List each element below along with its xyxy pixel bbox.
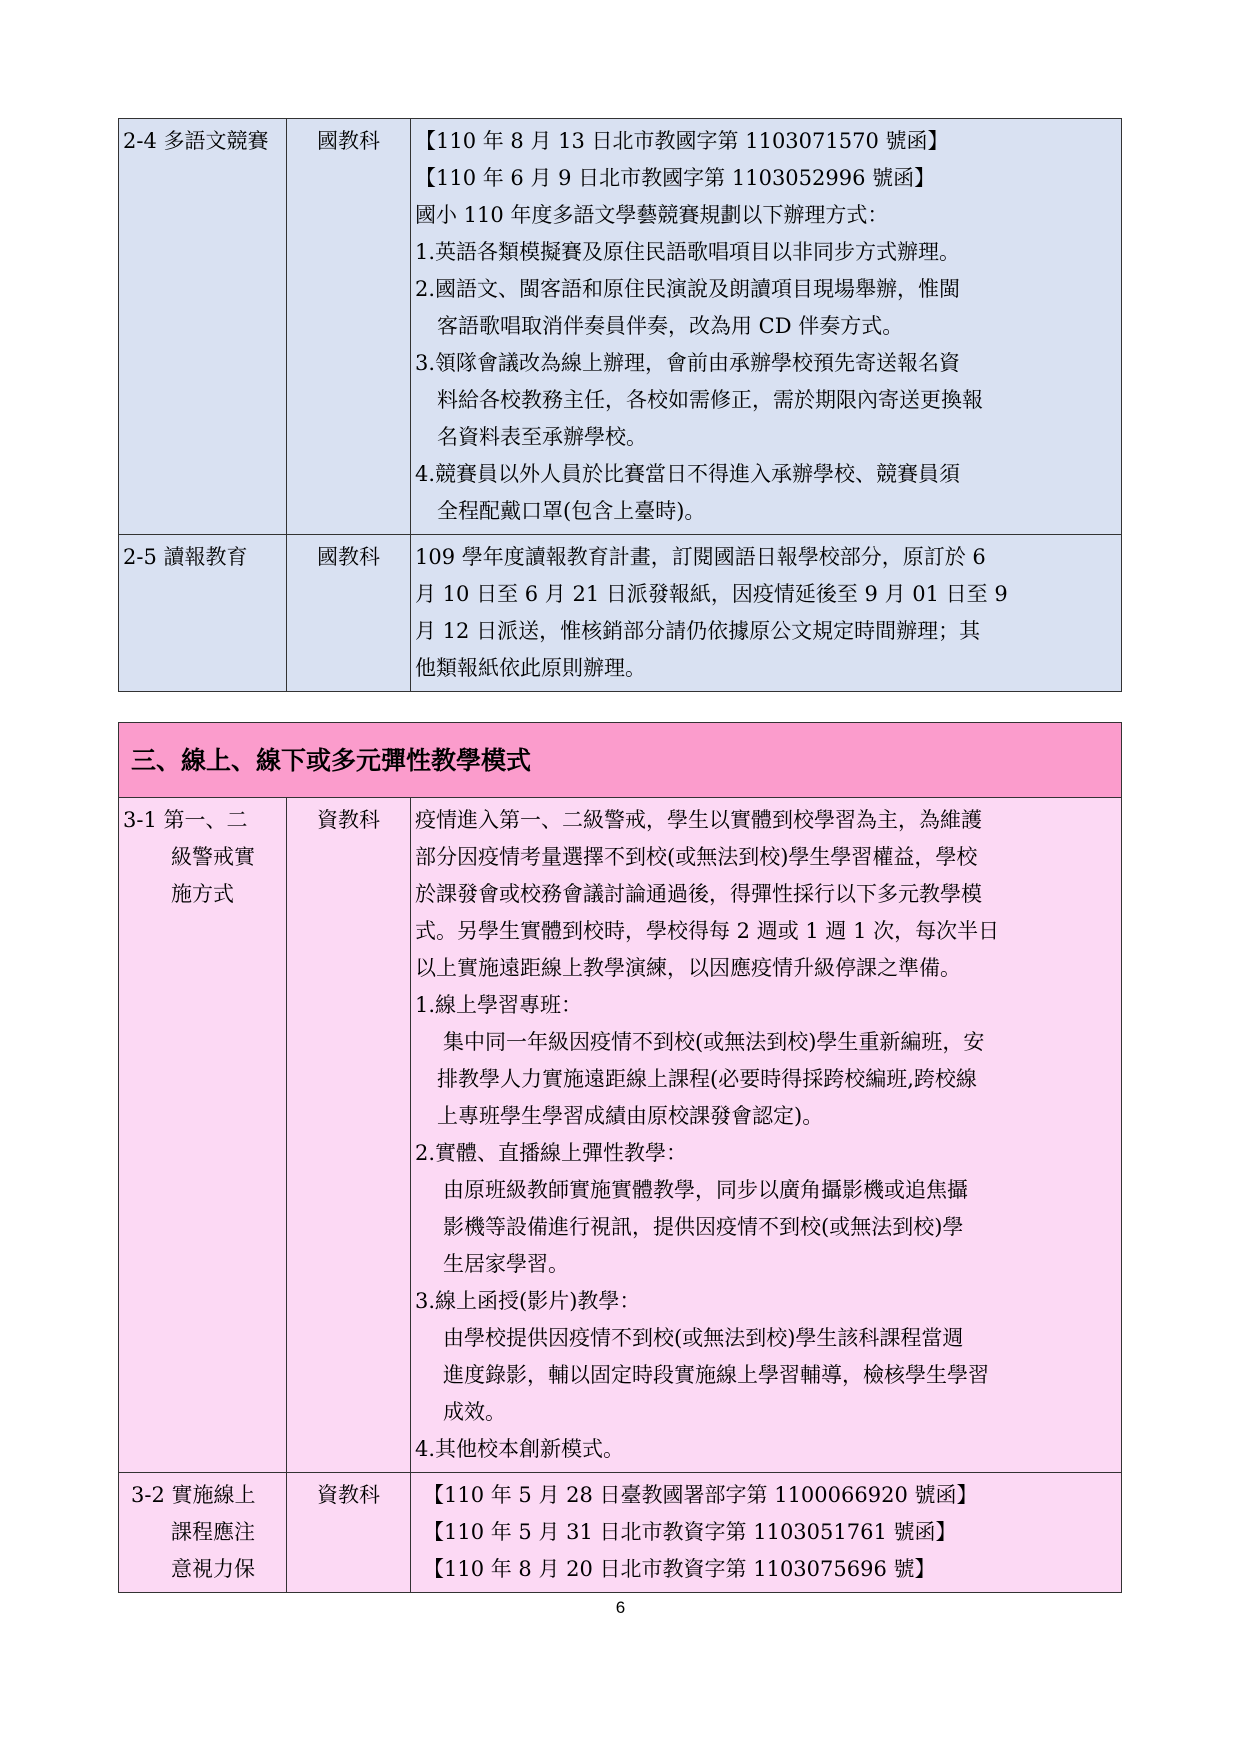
- category-label: 2-4 多語文競賽: [123, 129, 269, 153]
- category-cell: [119, 119, 287, 535]
- department-label: 資教科: [317, 808, 380, 832]
- category-line: 3-2 實施線上: [131, 1483, 256, 1507]
- table-row: [119, 119, 1122, 535]
- content-line: 上專班學生學習成績由原校課發會認定)。: [437, 1104, 824, 1128]
- content-line: 月 10 日至 6 月 21 日派發報紙，因疫情延後至 9 月 01 日至 9: [415, 582, 1008, 606]
- content-line: 3.線上函授(影片)教學：: [415, 1289, 641, 1313]
- content-line: 1.線上學習專班：: [415, 993, 583, 1017]
- content-line: 以上實施遠距線上教學演練，以因應疫情升級停課之準備。: [415, 956, 961, 980]
- content-line: 由學校提供因疫情不到校(或無法到校)學生該科課程當週: [443, 1326, 964, 1350]
- content-cell: [411, 119, 1122, 535]
- content-line: 部分因疫情考量選擇不到校(或無法到校)學生學習權益，學校: [415, 845, 978, 869]
- content-line: 3.領隊會議改為線上辦理，會前由承辦學校預先寄送報名資: [415, 351, 961, 375]
- content-line: 1.英語各類模擬賽及原住民語歌唱項目以非同步方式辦理。: [415, 240, 961, 264]
- content-line: 他類報紙依此原則辦理。: [415, 656, 646, 680]
- department-label: 資教科: [317, 1483, 380, 1507]
- section-header-row: [119, 723, 1122, 798]
- department-cell: [287, 535, 411, 692]
- table-row: [119, 798, 1122, 1473]
- content-line: 名資料表至承辦學校。: [437, 425, 647, 449]
- category-line: 意視力保: [171, 1557, 255, 1581]
- content-line: 集中同一年級因疫情不到校(或無法到校)學生重新編班，安: [443, 1030, 985, 1054]
- category-line: 3-1 第一、二: [123, 808, 248, 832]
- content-line: 成效。: [443, 1400, 506, 1424]
- category-label: 2-5 讀報教育: [123, 545, 248, 569]
- content-line: 4.其他校本創新模式。: [415, 1437, 625, 1461]
- content-line: 【110 年 5 月 28 日臺教國署部字第 1100066920 號函】: [423, 1483, 978, 1507]
- content-line: 2.國語文、閩客語和原住民演說及朗讀項目現場舉辦，惟閩: [415, 277, 961, 301]
- table-row: [119, 535, 1122, 692]
- category-cell: [119, 1473, 287, 1593]
- content-line: 國小 110 年度多語文學藝競賽規劃以下辦理方式：: [415, 203, 889, 227]
- content-line: 生居家學習。: [443, 1252, 569, 1276]
- content-line: 【110 年 5 月 31 日北市教資字第 1103051761 號函】: [423, 1520, 957, 1544]
- department-label: 國教科: [317, 129, 380, 153]
- content-line: 客語歌唱取消伴奏員伴奏，改為用 CD 伴奏方式。: [437, 314, 904, 338]
- category-line: 施方式: [171, 882, 234, 906]
- content-line: 於課發會或校務會議討論通過後，得彈性採行以下多元教學模: [415, 882, 982, 906]
- teaching-modes-table-section-3: [118, 722, 1122, 1593]
- department-cell: [287, 1473, 411, 1593]
- content-line: 【110 年 6 月 9 日北市教國字第 1103052996 號函】: [415, 166, 936, 190]
- section-title: 三、線上、線下或多元彈性教學模式: [119, 723, 1122, 798]
- content-cell: [411, 798, 1122, 1473]
- content-line: 疫情進入第一、二級警戒，學生以實體到校學習為主，為維護: [415, 808, 982, 832]
- content-line: 【110 年 8 月 13 日北市教國字第 1103071570 號函】: [415, 129, 949, 153]
- content-line: 由原班級教師實施實體教學，同步以廣角攝影機或追焦攝: [443, 1178, 968, 1202]
- content-line: 2.實體、直播線上彈性教學：: [415, 1141, 688, 1165]
- content-line: 排教學人力實施遠距線上課程(必要時得採跨校編班,跨校線: [437, 1067, 977, 1091]
- table-row: [119, 1473, 1122, 1593]
- content-line: 式。另學生實體到校時，學校得每 2 週或 1 週 1 次，每次半日: [415, 919, 1000, 943]
- content-line: 4.競賽員以外人員於比賽當日不得進入承辦學校、競賽員須: [415, 462, 961, 486]
- department-label: 國教科: [317, 545, 380, 569]
- category-cell: [119, 798, 287, 1473]
- category-cell: [119, 535, 287, 692]
- content-line: 影機等設備進行視訊，提供因疫情不到校(或無法到校)學: [443, 1215, 964, 1239]
- category-line: 課程應注: [171, 1520, 255, 1544]
- content-line: 料給各校教務主任，各校如需修正，需於期限內寄送更換報: [437, 388, 983, 412]
- content-line: 【110 年 8 月 20 日北市教資字第 1103075696 號】: [423, 1557, 936, 1581]
- content-line: 109 學年度讀報教育計畫，訂閱國語日報學校部分，原訂於 6: [415, 545, 986, 569]
- content-line: 全程配戴口罩(包含上臺時)。: [437, 499, 706, 523]
- department-cell: [287, 119, 411, 535]
- content-cell: [411, 535, 1122, 692]
- page-number: 6: [615, 1598, 626, 1617]
- content-line: 進度錄影，輔以固定時段實施線上學習輔導，檢核學生學習: [443, 1363, 989, 1387]
- content-line: 月 12 日派送，惟核銷部分請仍依據原公文規定時間辦理；其: [415, 619, 981, 643]
- content-cell: [411, 1473, 1122, 1593]
- department-cell: [287, 798, 411, 1473]
- activities-table-section-2: [118, 118, 1122, 692]
- category-line: 級警戒實: [171, 845, 255, 869]
